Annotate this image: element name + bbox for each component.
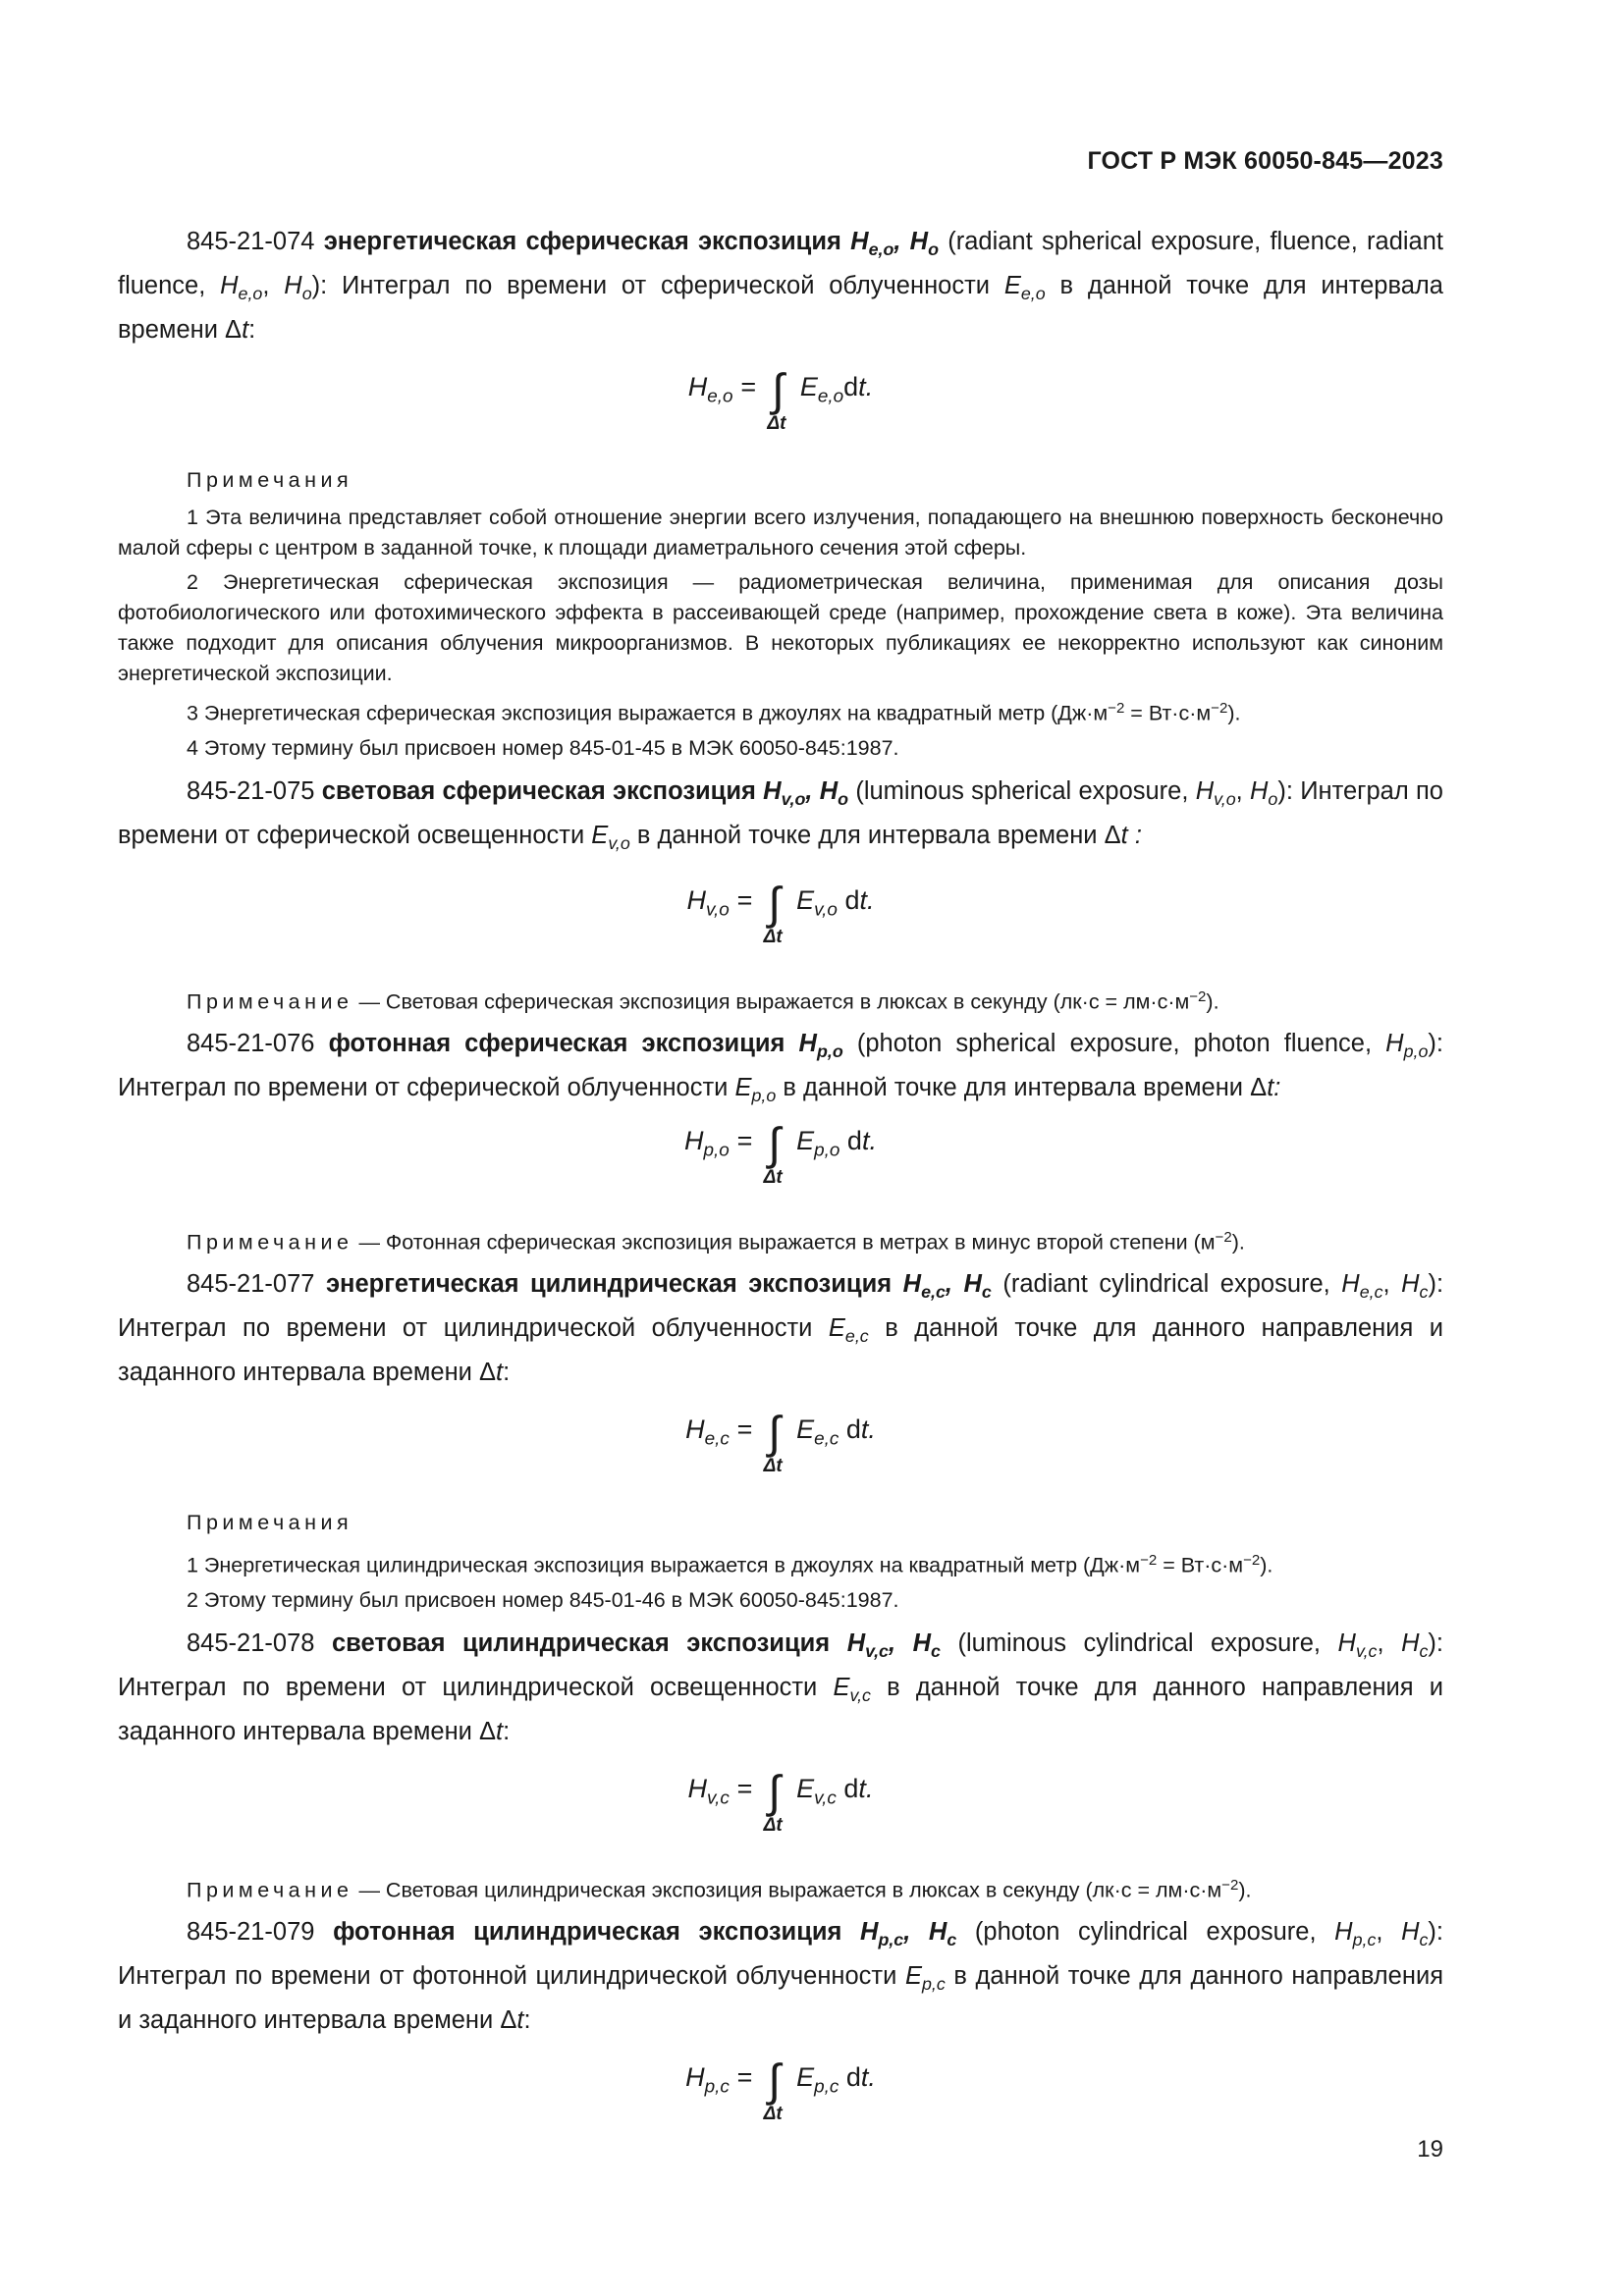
note-074-3: 3 Энергетическая сферическая экспозиция выражается в джоулях на квадратный метр $(Дж\cdot м^{-2} = Вт\cdot с\cdot м^{-2})$. xyxy=(187,700,1241,725)
term-english: radiant cylindrical exposure, xyxy=(1010,1269,1330,1298)
page-number: 19 xyxy=(1417,2136,1443,2163)
formula-074: $H_{e,o}$ = ∫ Δt $E_{e,o}dt$. xyxy=(687,364,874,435)
note-074-4: 4 Этому термину был присвоен номер 845-01-45 в МЭК 60050-845:1987. xyxy=(187,735,899,760)
formula-075: $H_{v,o}$ = ∫ Δt $E_{v,o}$ dt. xyxy=(686,878,875,948)
term-definition-tail: в данной точке для интервала времени xyxy=(118,272,1443,345)
term-definition: Интеграл по времени от сферической освещенности xyxy=(118,776,1443,850)
term-definition: Интеграл по времени от цилиндрической облученности xyxy=(118,1314,813,1343)
term-definition: Интеграл по времени от цилиндрической освещенности xyxy=(118,1674,818,1702)
term-number: 845-21-079 xyxy=(187,1917,315,1946)
term-english: photon cylindrical exposure, xyxy=(983,1917,1317,1946)
term-number: 845-21-075 xyxy=(187,776,315,805)
term-845-21-075: 845-21-075 световая сферическая экспозиция $H_{v,o}$, $H_o$ (luminous spherical exposure, $H_{v,o}$, $H_o$): Интеграл по времени от сферической освещенности $E_{v,o}$ в данной точке для интервала времени Δt : xyxy=(118,776,1443,854)
notes-title: Примечания xyxy=(187,468,353,493)
term-name: световая сферическая экспозиция xyxy=(321,776,756,805)
term-definition-tail: в данной точке для данного направления и заданного интервала времени xyxy=(118,1314,1444,1387)
term-name: световая цилиндрическая экспозиция xyxy=(331,1629,831,1657)
term-definition-tail: в данной точке для интервала времени xyxy=(783,1074,1244,1102)
term-english: luminous cylindrical exposure, xyxy=(965,1629,1322,1657)
term-definition: Интеграл по времени от фотонной цилиндрической облученности xyxy=(118,1962,897,1991)
formula-077: $H_{e,c}$ = ∫ Δt $E_{e,c}$ dt. xyxy=(685,1407,876,1477)
term-845-21-079: 845-21-079 фотонная цилиндрическая экспозиция $H_{p,c}$, $H_c$ (photon cylindrical exposure, $H_{p,c}$, $H_c$): Интеграл по времени от фотонной цилиндрической облученности $E_{p,c}$ в данной точке для данного направления и заданного интервала времени Δt: xyxy=(118,1917,1443,2035)
note-077-1: 1 Энергетическая цилиндрическая экспозиция выражается в джоулях на квадратный метр $(Дж\cdot м^{-2} = Вт\cdot с\cdot м^{-2})$. xyxy=(187,1552,1273,1577)
term-845-21-078: 845-21-078 световая цилиндрическая экспозиция $H_{v,c}$, $H_c$ (luminous cylindrical exposure, $H_{v,c}$, $H_c$): Интеграл по времени от цилиндрической освещенности $E_{v,c}$ в данной точке для данного направления и заданного интервала времени Δt: xyxy=(118,1629,1443,1746)
formula-079: $H_{p,c}$ = ∫ Δt $E_{p,c}$ dt. xyxy=(685,2055,876,2125)
term-definition: Интеграл по времени от сферической облученности xyxy=(118,1074,729,1102)
document-body xyxy=(118,224,1443,2159)
term-english: luminous spherical exposure, xyxy=(863,776,1189,805)
formula-076: $H_{p,o}$ = ∫ Δt $E_{p,o}$ dt. xyxy=(684,1118,877,1189)
notes-title: Примечания xyxy=(187,1511,353,1535)
term-number: 845-21-078 xyxy=(187,1629,315,1657)
term-name: энергетическая сферическая экспозиция xyxy=(323,228,841,255)
term-name: фотонная сферическая экспозиция xyxy=(328,1029,785,1057)
term-845-21-076: 845-21-076 фотонная сферическая экспозиция $H_{p,o}$ (photon spherical exposure, photon fluence, $H_{p,o}$): Интеграл по времени от сферической облученности $E_{p,o}$ в данной точке для интервала времени Δt: xyxy=(118,1029,1443,1106)
note-077-2: 2 Этому термину был присвоен номер 845-01-46 в МЭК 60050-845:1987. xyxy=(187,1587,899,1612)
note-078: Примечание — Световая цилиндрическая экспозиция выражается в люксах в секунду $(лк\cdot с = лм\cdot с\cdot м^{-2})$. xyxy=(187,1877,1252,1902)
term-english: photon spherical exposure, photon fluence, xyxy=(865,1029,1373,1057)
term-english: radiant spherical exposure, fluence, radiant fluence, xyxy=(118,228,1443,300)
term-definition-tail: в данной точке для интервала времени xyxy=(636,822,1098,850)
term-definition: Интеграл по времени от сферической облученности xyxy=(342,272,991,300)
term-definition-tail: в данной точке для данного направления и заданного интервала времени xyxy=(118,1674,1443,1746)
note-074-1: 1 Эта величина представляет собой отношение энергии всего излучения, попадающего на внешнюю поверхность бесконечно малой сферы с центром в заданной точке, к площади диаметрального сечения этой сферы. xyxy=(118,506,1443,561)
standard-header: ГОСТ Р МЭК 60050-845—2023 xyxy=(1087,147,1443,175)
note-075: Примечание — Световая сферическая экспозиция выражается в люксах в секунду $(лк\cdot с = лм\cdot с\cdot м^{-2})$. xyxy=(187,988,1219,1014)
note-076: Примечание — Фотонная сферическая экспозиция выражается в метрах в минус второй степени $(м^{-2})$. xyxy=(187,1229,1245,1255)
term-number: 845-21-077 xyxy=(187,1269,315,1298)
term-name: фотонная цилиндрическая экспозиция xyxy=(333,1917,842,1946)
term-845-21-074: 845-21-074 энергетическая сферическая экспозиция $H_{e,o}$, $H_o$ (radiant spherical exposure, fluence, radiant fluence, $H_{e,o}$, $H_o$): Интеграл по времени от сферической облученности $E_{e,o}$ в данной точке для интервала времени Δt: xyxy=(118,228,1443,345)
term-number: 845-21-074 xyxy=(187,228,315,255)
term-number: 845-21-076 xyxy=(187,1029,315,1057)
note-074-2: 2 Энергетическая сферическая экспозиция — радиометрическая величина, применимая для описания дозы фотобиологического или фотохимического эффекта в рассеивающей среде (например, прохождение света в коже). Эта величина также подходит для описания облучения микроорганизмов. В некоторых публикациях ее некорректно используют как синоним энергетической экспозиции. xyxy=(118,570,1443,686)
term-definition-tail: в данной точке для данного направления и заданного интервала времени xyxy=(118,1962,1443,2035)
term-name: энергетическая цилиндрическая экспозиция xyxy=(325,1269,893,1298)
formula-078: $H_{v,c}$ = ∫ Δt $E_{v,c}$ dt. xyxy=(687,1766,874,1837)
term-845-21-077: 845-21-077 энергетическая цилиндрическая экспозиция $H_{e,c}$, $H_c$ (radiant cylindrical exposure, $H_{e,c}$, $H_c$): Интеграл по времени от цилиндрической облученности $E_{e,c}$ в данной точке для данного направления и заданного интервала времени Δt: xyxy=(118,1269,1444,1387)
